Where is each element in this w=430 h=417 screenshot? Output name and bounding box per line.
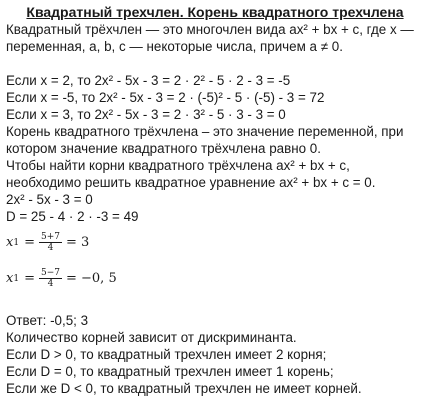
formula-result: = −0, 5 (65, 271, 117, 286)
text-line: Если x = 2, то 2x² - 5x - 3 = 2 · 2² - 5 · 2 - 3 = -5 (6, 73, 291, 88)
formula-result: = 3 (65, 235, 90, 250)
formula-root-2 (6, 268, 117, 289)
document-title: Квадратный трехчлен. Корень квадратного трехчлена (26, 4, 404, 20)
formula-eq: = (24, 235, 35, 250)
text-line: 2x² - 5x - 3 = 0 (6, 192, 93, 207)
formula-var: x (6, 271, 14, 286)
fraction-denominator: 4 (47, 243, 54, 253)
fraction-numerator: 5−7 (40, 268, 60, 278)
formula-sub: 1 (13, 237, 20, 248)
text-line: необходимо решить квадратное уравнение ax² + bx + c = 0. (6, 175, 376, 190)
fraction-denominator: 4 (47, 279, 54, 289)
text-line: котором значение квадратного трёхчлена равно 0. (6, 141, 321, 156)
text-line: Квадратный трёхчлен — это многочлен вида ax² + bx + c, где x — (6, 22, 414, 37)
text-line: Ответ: -0,5; 3 (6, 313, 89, 328)
text-line: Количество корней зависит от дискриминанта. (6, 330, 297, 345)
text-line: Если D > 0, то квадратный трехчлен имеет 2 корня; (6, 347, 327, 362)
formula-var: x (6, 235, 14, 250)
text-line: Корень квадратного трёхчлена – это значение переменной, при (6, 124, 404, 139)
text-line: Чтобы найти корни квадратного трёхчлена ax² + bx + c, (6, 158, 350, 173)
formula-sub: 1 (13, 273, 20, 284)
fraction-numerator: 5+7 (40, 232, 60, 242)
formula-eq: = (24, 271, 35, 286)
text-line: Если же D < 0, то квадратный трехчлен не имеет корней. (6, 381, 362, 396)
formula-root-1 (6, 232, 89, 253)
text-line: Если x = -5, то 2x² - 5x - 3 = 2 · (-5)² - 5 · (-5) - 3 = 72 (6, 90, 325, 105)
text-line: Если D = 0, то квадратный трехчлен имеет 1 корень; (6, 364, 334, 379)
text-line: D = 25 - 4 · 2 · -3 = 49 (6, 209, 139, 224)
text-line: переменная, a, b, c — некоторые числа, причем a ≠ 0. (6, 39, 343, 54)
formula-fraction (39, 268, 62, 289)
formula-fraction (39, 232, 62, 253)
text-line: Если x = 3, то 2x² - 5x - 3 = 2 · 3² - 5 · 3 - 3 = 0 (6, 107, 286, 122)
